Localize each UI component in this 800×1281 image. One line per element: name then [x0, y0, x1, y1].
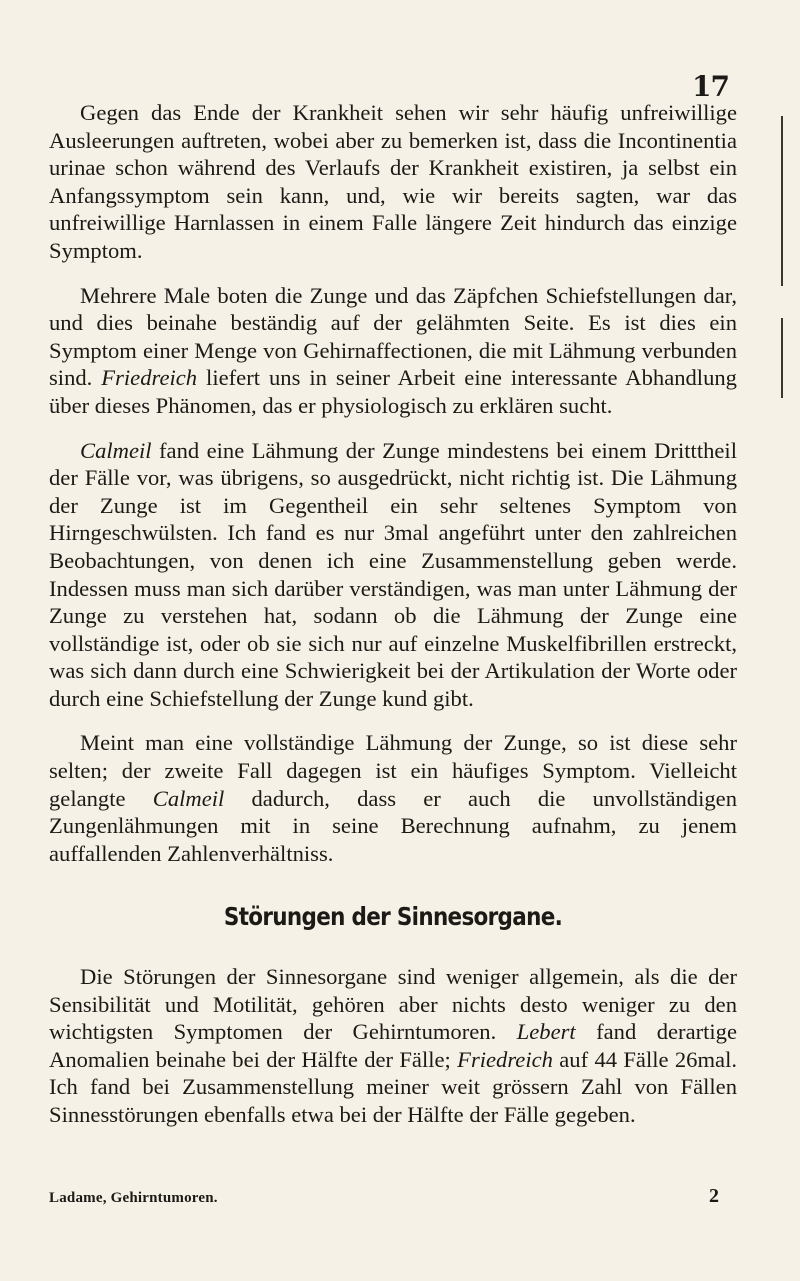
body-text: [49, 99, 737, 1129]
page-edge-mark: [781, 116, 783, 286]
paragraph-text: Mehrere Male boten die Zunge und das Zäpfchen Schiefstellungen dar, und dies beinahe beständig auf der gelähmten Seite. Es ist dies ein Symptom einer Menge von Gehirnaffectionen, die mit Lähmung verbunden sind.: [49, 282, 737, 391]
paragraph-text: Gegen das Ende der Krankheit sehen wir sehr häufig unfreiwillige Ausleerungen auftreten, wobei aber zu bemerken ist, dass die Incontinentia urinae schon während des Verlaufs der Krankheit existiren, ja selbst ein Anfangssymptom sein kann, und, wie wir bereits sagten, war das unfreiwillige Harnlassen in einem Falle längere Zeit hindurch das einzige Symptom.: [49, 100, 737, 263]
paragraph-text: Meint man eine vollständige Lähmung der Zunge, so ist diese sehr selten; der zweite Fall dagegen ist ein häufiges Symptom. Vielleicht gelangte: [49, 730, 737, 811]
paragraph: [49, 437, 737, 713]
footer-sheet-number: 2: [709, 1185, 719, 1207]
paragraph: [49, 282, 737, 420]
paragraph-text: fand eine Lähmung der Zunge mindestens bei einem Dritttheil der Fälle vor, was übrigens, so ausgedrückt, nicht richtig ist. Die Lähmung der Zunge ist im Gegentheil ein sehr seltenes Symptom von Hirngeschwülsten. Ich fand es nur 3mal angeführt unter den zahlreichen Beobachtungen, von denen ich eine Zusammenstellung geben werde. Indessen muss man sich darüber verständigen, was man unter Lähmung der Zunge zu verstehen hat, sodann ob die Lähmung der Zunge eine vollständige ist, oder ob sie sich nur auf einzelne Muskelfibrillen erstreckt, was sich dann durch eine Schwierigkeit bei der Artikulation der Worte oder durch eine Schiefstellung der Zunge kund gibt.: [49, 437, 737, 711]
footer-signature: Ladame, Gehirntumoren.: [49, 1190, 218, 1206]
paragraph-text: fand derartige Anomalien beinahe bei der Hälfte der Fälle;: [49, 1019, 737, 1072]
author-name: Friedreich: [101, 365, 198, 391]
author-name: Friedreich: [457, 1046, 553, 1072]
paragraph-text: Die Störungen der Sinnesorgane sind weniger allgemein, als die der Sensibilität und Motilität, gehören aber nichts desto weniger zu den wichtigsten Symptomen der Gehirntumoren.: [49, 964, 737, 1045]
paragraph: [49, 99, 737, 265]
paragraph: [49, 729, 737, 867]
page-edge-mark: [781, 318, 783, 398]
section-paragraphs: [49, 963, 737, 1129]
paragraph-text: liefert uns in seiner Arbeit eine interessante Abhandlung über dieses Phänomen, das er physiologisch zu erklären sucht.: [49, 365, 737, 418]
author-name: Lebert: [516, 1019, 576, 1045]
page-number: 17: [692, 70, 729, 103]
page-footer: [49, 1185, 719, 1207]
author-name: Calmeil: [80, 437, 152, 463]
main-paragraphs: [49, 99, 737, 867]
section-heading: Störungen der Sinnesorgane.: [223, 902, 563, 932]
paragraph-text: auf 44 Fälle 26mal. Ich fand bei Zusammenstellung meiner weit grössern Zahl von Fällen Sinnesstörungen ebenfalls etwa bei der Hälfte der Fälle gegeben.: [49, 1046, 737, 1127]
paragraph-text: dadurch, dass er auch die unvollständigen Zungenlähmungen mit in seine Berechnung aufnahm, zu jenem auffallenden Zahlenverhältniss.: [49, 785, 737, 866]
paragraph: [49, 963, 737, 1129]
author-name: Calmeil: [152, 785, 225, 811]
